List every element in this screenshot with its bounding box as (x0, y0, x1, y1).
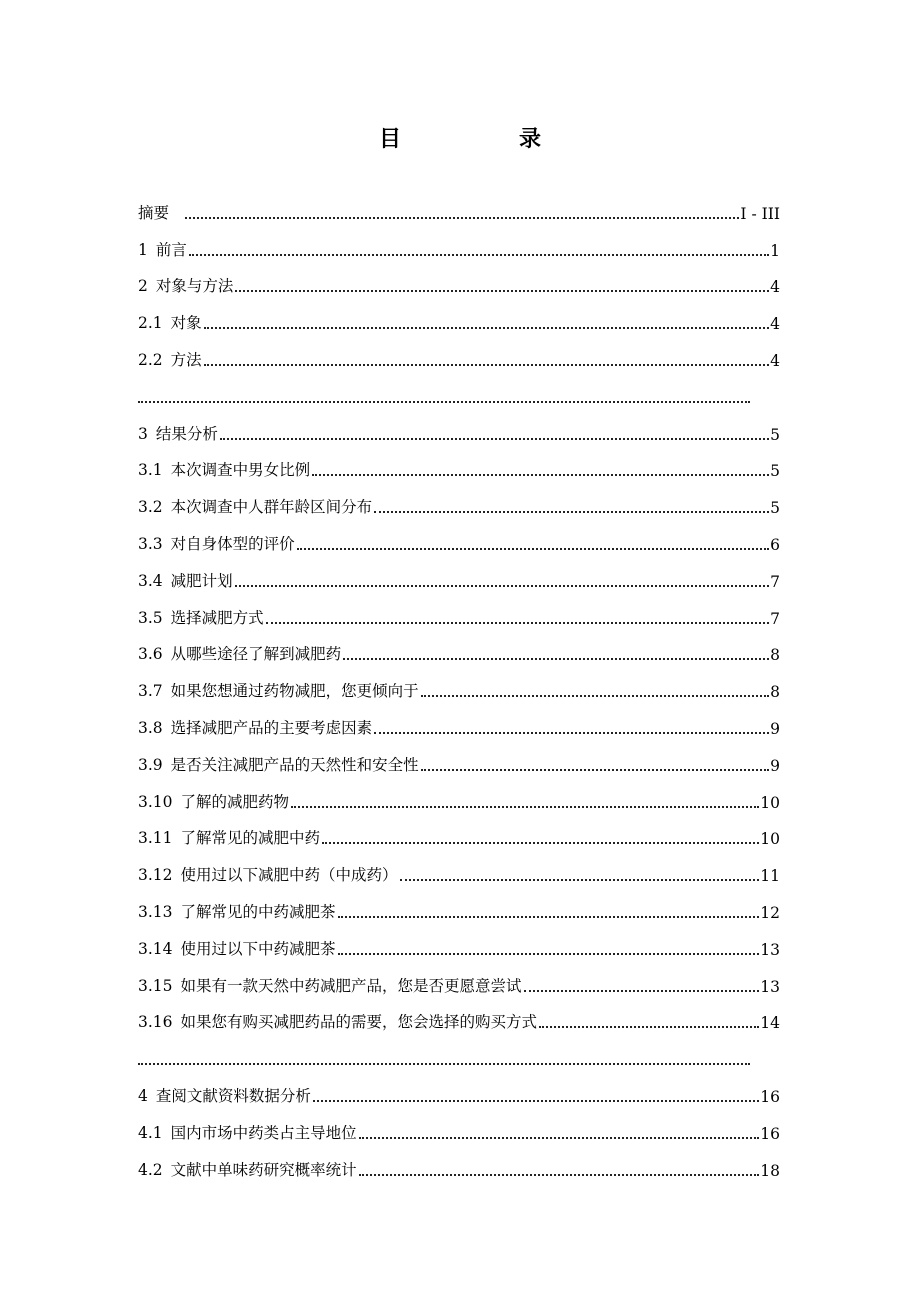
toc-entry-label (138, 974, 522, 996)
toc-entry-text: 对象 (170, 314, 202, 333)
toc-entry-number: 4 (138, 1086, 148, 1105)
toc-page-number: 11 (760, 867, 780, 886)
table-of-contents (138, 186, 780, 1180)
toc-page-number: 5 (770, 499, 780, 518)
toc-entry-label (138, 790, 289, 812)
toc-page-number: 6 (770, 535, 780, 554)
toc-entry-number: 4.2 (138, 1160, 163, 1179)
toc-entry-text: 了解的减肥药物 (180, 792, 290, 811)
toc-entry-text: 选择减肥方式 (170, 608, 264, 627)
toc-entry-number: 2.2 (138, 350, 163, 369)
toc-entry-label (138, 1010, 537, 1032)
toc-entry-text: 选择减肥产品的主要考虑因素 (170, 718, 373, 737)
toc-dot-leader (189, 253, 769, 256)
toc-entry[interactable] (138, 444, 780, 481)
toc-entry[interactable] (138, 591, 780, 628)
toc-entry-number: 3.2 (138, 498, 163, 517)
toc-entry-text: 减肥计划 (170, 571, 233, 590)
toc-entry-text: 是否关注减肥产品的天然性和安全性 (170, 755, 419, 774)
toc-page-number: 8 (770, 683, 780, 702)
toc-page-number: 7 (770, 572, 780, 591)
toc-dot-leader (204, 363, 769, 366)
toc-entry[interactable] (138, 1143, 780, 1180)
toc-entry-text: 如果有一款天然中药减肥产品，您是否更愿意尝试 (180, 976, 522, 995)
toc-dot-leader (374, 510, 769, 513)
toc-page-number: 7 (770, 609, 780, 628)
toc-entry-number: 3.9 (138, 755, 163, 774)
toc-entry-text: 了解常见的中药减肥茶 (180, 902, 336, 921)
toc-dot-leader (138, 400, 750, 403)
toc-separator (138, 370, 780, 407)
toc-entry-label (138, 495, 372, 517)
toc-entry-label (138, 274, 233, 296)
toc-entry[interactable] (138, 554, 780, 591)
toc-entry-text: 前言 (155, 240, 187, 259)
toc-page-number: 14 (760, 1014, 780, 1033)
toc-entry-label (138, 716, 372, 738)
toc-entry[interactable] (138, 407, 780, 444)
toc-entry-label (138, 826, 320, 848)
toc-page-number: 10 (760, 830, 780, 849)
toc-dot-leader (220, 437, 769, 440)
toc-entry-number: 3.4 (138, 571, 163, 590)
toc-entry[interactable] (138, 1069, 780, 1106)
toc-entry-label (138, 753, 419, 775)
toc-entry[interactable] (138, 664, 780, 701)
toc-page-number: 5 (770, 462, 780, 481)
toc-dot-leader (421, 768, 769, 771)
toc-entry-text: 文献中单味药研究概率统计 (170, 1160, 357, 1179)
toc-page-number: 4 (770, 351, 780, 370)
toc-entry-abstract[interactable] (138, 186, 780, 223)
toc-entry-number: 2 (138, 277, 148, 296)
toc-page-number: 4 (770, 315, 780, 334)
toc-page-number: 8 (770, 646, 780, 665)
toc-entry[interactable] (138, 922, 780, 959)
toc-entry-label (138, 1084, 311, 1106)
toc-entry[interactable] (138, 1106, 780, 1143)
toc-entry-number: 1 (138, 240, 148, 259)
toc-entry-number: 2.1 (138, 314, 163, 333)
toc-title: 目 录 (378, 126, 589, 152)
toc-entry[interactable] (138, 996, 780, 1033)
toc-entry-text: 方法 (170, 350, 202, 369)
toc-entry[interactable] (138, 959, 780, 996)
toc-entry-text: 对自身体型的评价 (170, 534, 295, 553)
toc-entry-text: 查阅文献资料数据分析 (155, 1086, 311, 1105)
toc-entry-number: 4.1 (138, 1123, 163, 1142)
toc-separator (138, 1032, 780, 1069)
toc-entry-number: 3.3 (138, 534, 163, 553)
toc-page-number: 1 (770, 241, 780, 260)
toc-dot-leader (312, 473, 769, 476)
toc-entry-text: 本次调查中人群年龄区间分布 (170, 498, 373, 517)
toc-entry-label (138, 458, 310, 480)
toc-entry-number: 3.7 (138, 682, 163, 701)
toc-entry[interactable] (138, 848, 780, 885)
toc-entry-label (138, 679, 419, 701)
toc-entry-text: 对象与方法 (155, 277, 234, 296)
toc-entry-number: 3.1 (138, 461, 163, 480)
toc-entry[interactable] (138, 775, 780, 812)
toc-dot-leader (235, 289, 769, 292)
toc-entry-number: 3.6 (138, 645, 163, 664)
toc-dot-leader (185, 216, 739, 219)
toc-dot-leader (204, 326, 769, 329)
toc-entry-label (138, 863, 398, 885)
toc-entry-number: 3.8 (138, 718, 163, 737)
toc-entry[interactable] (138, 480, 780, 517)
toc-entry-label (138, 311, 202, 333)
toc-entry-label (138, 238, 187, 260)
toc-page-number: I - III (740, 204, 780, 223)
toc-entry[interactable] (138, 333, 780, 370)
toc-entry[interactable] (138, 701, 780, 738)
toc-entry-label (138, 1121, 357, 1143)
toc-entry-number: 3.14 (138, 939, 173, 958)
toc-entry-text: 如果您有购买减肥药品的需要，您会选择的购买方式 (180, 1013, 538, 1032)
toc-entry-text: 结果分析 (155, 424, 218, 443)
toc-entry[interactable] (138, 260, 780, 297)
toc-entry-label (138, 606, 264, 628)
toc-dot-leader (338, 952, 760, 955)
toc-entry-label (138, 1158, 357, 1180)
toc-page-number: 4 (770, 278, 780, 297)
toc-entry-label (138, 532, 295, 554)
toc-page-number: 13 (760, 940, 780, 959)
toc-entry-text: 摘要 (138, 203, 170, 222)
toc-entry-label (138, 569, 233, 591)
toc-page-number: 16 (760, 1087, 780, 1106)
toc-entry[interactable] (138, 628, 780, 665)
toc-entry-text: 本次调查中男女比例 (170, 461, 311, 480)
toc-entry[interactable] (138, 812, 780, 849)
toc-entry-number: 3.16 (138, 1013, 173, 1032)
toc-dot-leader (539, 1025, 759, 1028)
toc-entry-label (138, 348, 202, 370)
toc-dot-leader (322, 841, 759, 844)
toc-entry-label (138, 937, 336, 959)
toc-entry-number: 3.10 (138, 792, 173, 811)
toc-dot-leader (291, 805, 759, 808)
toc-dot-leader (343, 657, 769, 660)
toc-page-number: 13 (760, 977, 780, 996)
toc-dot-leader (266, 621, 769, 624)
toc-entry-number: 3.12 (138, 866, 173, 885)
toc-entry-number: 3.13 (138, 902, 173, 921)
toc-entry-text: 使用过以下减肥中药（中成药） (180, 866, 398, 885)
toc-entry-label (138, 201, 183, 223)
toc-dot-leader (359, 1173, 760, 1176)
toc-page-number: 18 (760, 1161, 780, 1180)
toc-entry-text: 国内市场中药类占主导地位 (170, 1123, 357, 1142)
toc-entry[interactable] (138, 738, 780, 775)
toc-entry-label (138, 900, 336, 922)
toc-dot-leader (297, 547, 769, 550)
toc-dot-leader (421, 694, 769, 697)
toc-entry-text: 了解常见的减肥中药 (180, 829, 321, 848)
toc-dot-leader (235, 584, 769, 587)
toc-entry-number: 3.15 (138, 976, 173, 995)
toc-page-number: 9 (770, 719, 780, 738)
toc-dot-leader (313, 1099, 759, 1102)
toc-page-number: 10 (760, 793, 780, 812)
toc-entry[interactable] (138, 517, 780, 554)
toc-entry[interactable] (138, 223, 780, 260)
toc-entry-label (138, 642, 341, 664)
toc-entry-text: 使用过以下中药减肥茶 (180, 939, 336, 958)
toc-dot-leader (524, 989, 760, 992)
toc-page-number: 5 (770, 425, 780, 444)
toc-page-number: 9 (770, 756, 780, 775)
toc-entry[interactable] (138, 885, 780, 922)
toc-dot-leader (138, 1062, 750, 1065)
toc-page-number: 16 (760, 1124, 780, 1143)
toc-entry-number: 3.11 (138, 829, 173, 848)
toc-entry-text: 如果您想通过药物减肥，您更倾向于 (170, 682, 419, 701)
toc-dot-leader (359, 1136, 760, 1139)
toc-entry-number: 3.5 (138, 608, 163, 627)
toc-dot-leader (400, 878, 760, 881)
toc-entry-label (138, 422, 218, 444)
toc-dot-leader (338, 915, 760, 918)
toc-entry-number: 3 (138, 424, 148, 443)
toc-entry-text: 从哪些途径了解到减肥药 (170, 645, 342, 664)
toc-dot-leader (374, 731, 769, 734)
toc-entry[interactable] (138, 296, 780, 333)
toc-page-number: 12 (760, 903, 780, 922)
